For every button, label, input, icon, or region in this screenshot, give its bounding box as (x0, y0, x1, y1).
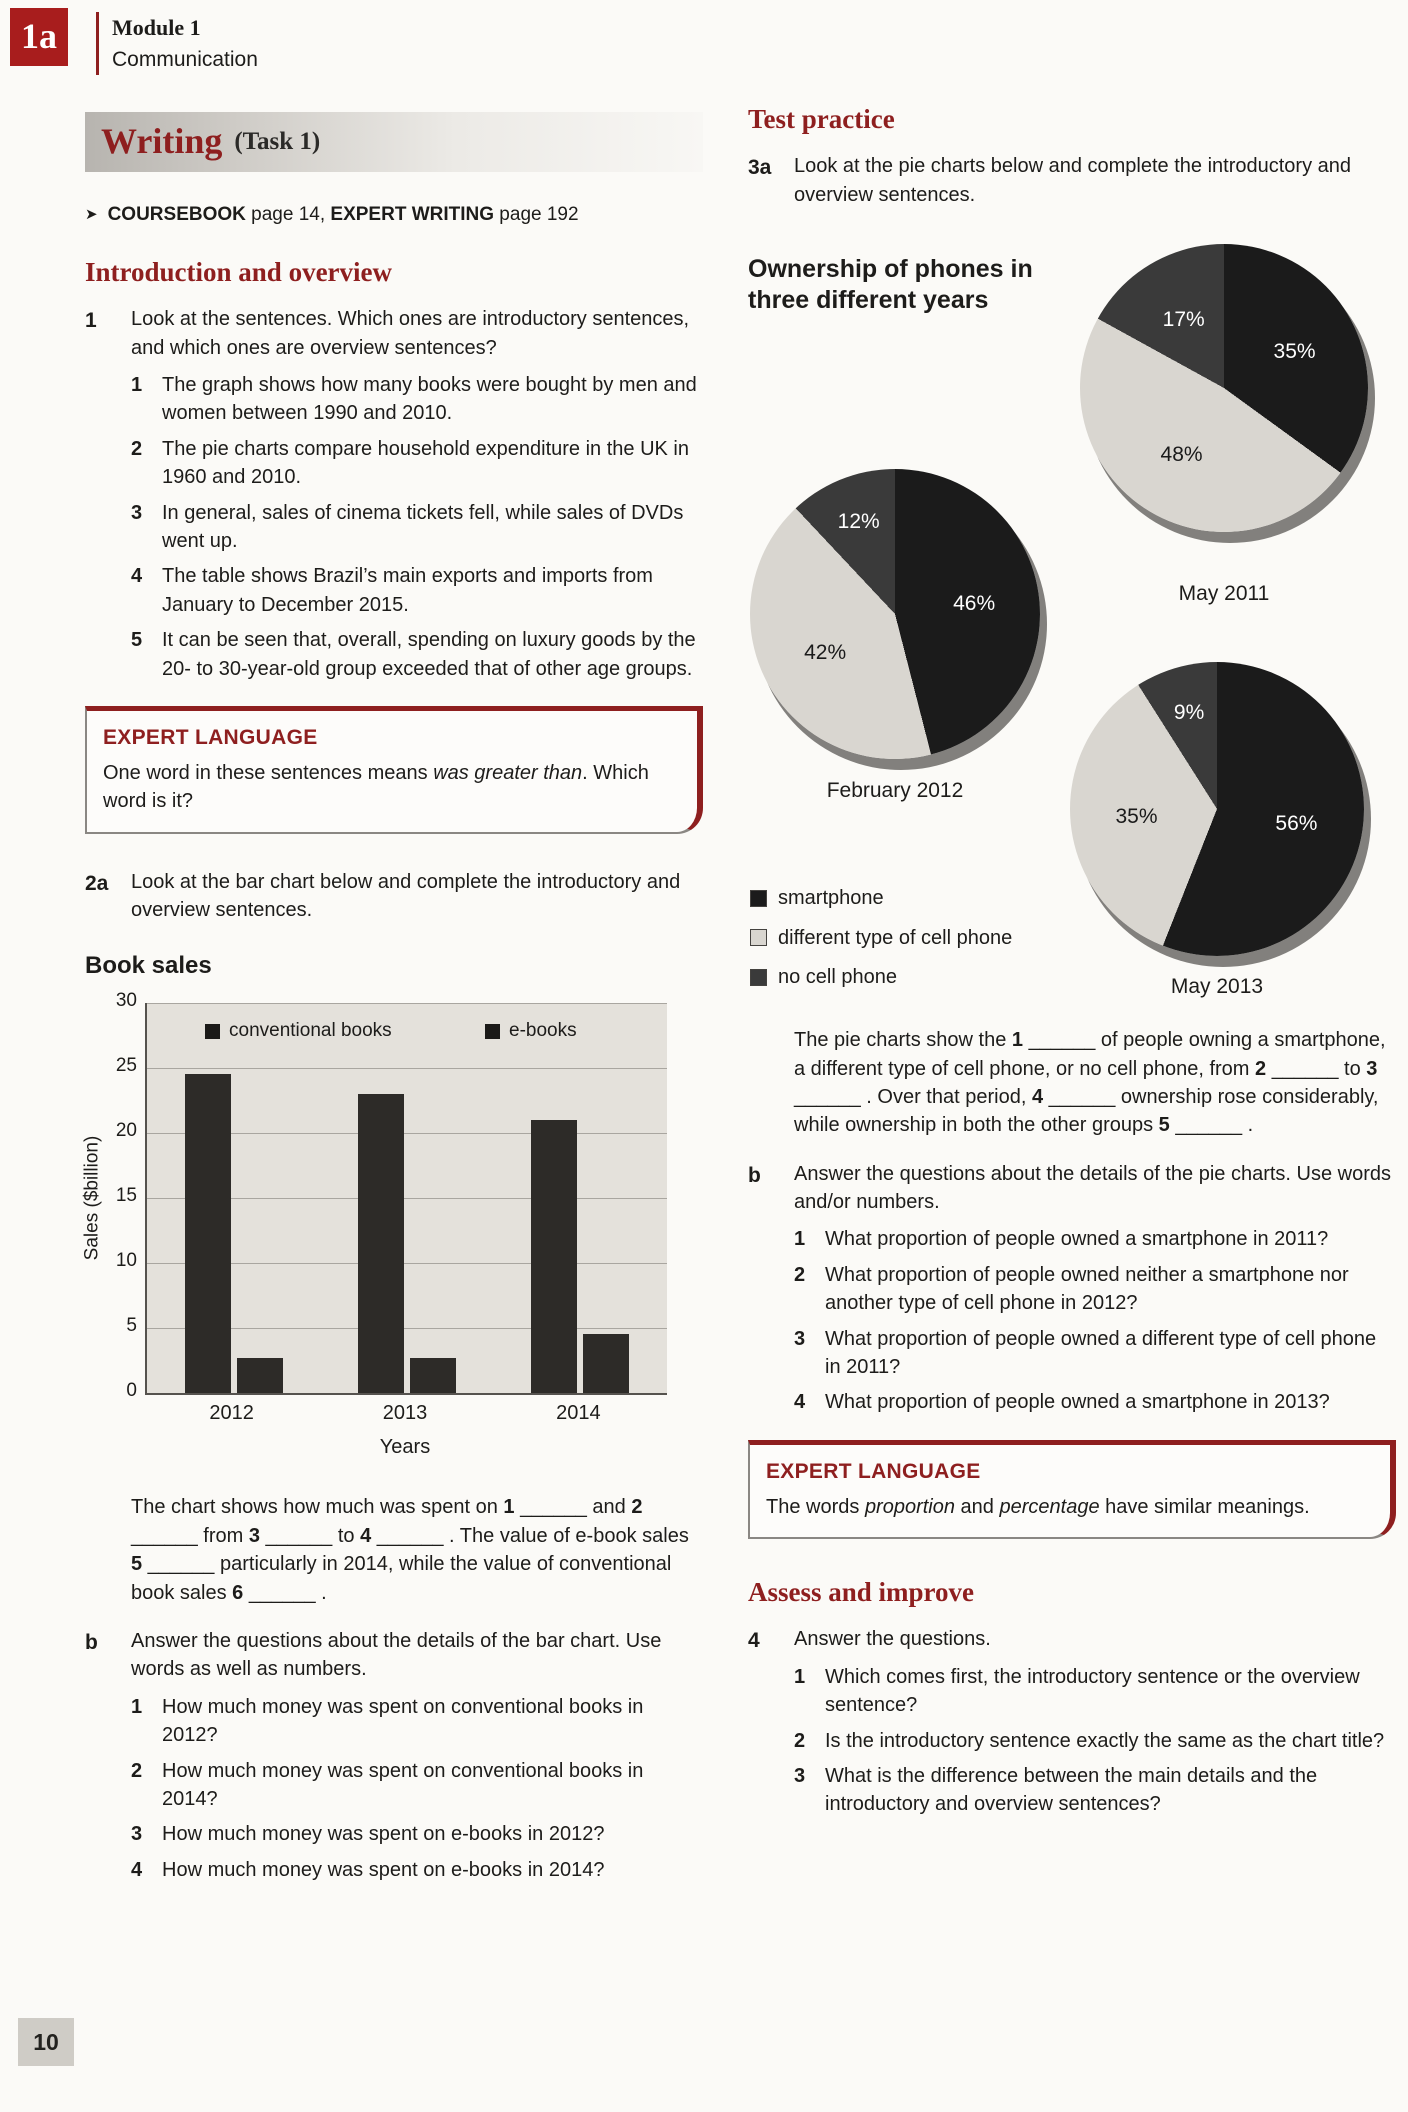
item-text: Which comes first, the introductory sentence or the overview sentence? (825, 1665, 1360, 1717)
pie-slice-label: 42% (804, 640, 847, 664)
expert-language-title: EXPERT LANGUAGE (103, 725, 318, 749)
pie-caption: May 2011 (1178, 582, 1270, 606)
item-number: 3 (131, 501, 143, 524)
y-tick-label: 10 (115, 1250, 137, 1272)
text-segment: 2 (631, 1496, 643, 1519)
legend-swatch (750, 969, 767, 986)
item-text: In general, sales of cinema tickets fell, while sales of DVDs went up. (162, 501, 684, 553)
pie-charts-title: Ownership of phones in three different years (748, 255, 1033, 315)
text-segment: The pie charts show the (794, 1029, 1012, 1052)
item-text: The pie charts compare household expenditure in the UK in 1960 and 2010. (162, 437, 689, 489)
legend-swatch (485, 1024, 500, 1039)
item-text: What is the difference between the main details and the introductory and overview sentences? (825, 1764, 1318, 1816)
text-segment: page 14, (245, 204, 331, 225)
x-axis-label: Years (379, 1436, 431, 1459)
pie-slice-label: 9% (1173, 701, 1205, 725)
legend-item (750, 884, 1012, 912)
text-segment: One word in these sentences means (103, 761, 434, 784)
exercise-stem: Look at the pie charts below and complete the introductory and overview sentences. (794, 155, 1352, 206)
list-item (131, 1820, 703, 1848)
text-segment: ______ ownership rose considerably, while ownership in both the other groups (794, 1085, 1379, 1137)
module-tab: 1a (10, 8, 68, 66)
y-tick-label: 30 (115, 990, 137, 1012)
text-segment: 3 (1366, 1057, 1378, 1080)
legend-item (750, 924, 1012, 952)
legend-label: different type of cell phone (778, 926, 1013, 949)
section-heading-assess-improve: Assess and improve (748, 1577, 975, 1607)
exercise-body (794, 1160, 1396, 1424)
text-segment: The words (766, 1495, 865, 1518)
text-segment: ______ particularly in 2014, while the value of conventional book sales (131, 1553, 672, 1604)
text-segment: ______ . Over that period, (794, 1085, 1032, 1108)
legend-label: conventional books (229, 1020, 392, 1042)
exercise-stem: Answer the questions about the details of the bar chart. Use words as well as numbers. (131, 1630, 662, 1681)
pie-slice-label: 56% (1275, 812, 1318, 836)
text-segment: and (955, 1495, 1000, 1518)
pie-slice-label: 35% (1115, 804, 1158, 828)
text-segment: EXPERT WRITING (330, 204, 495, 225)
expert-language-title: EXPERT LANGUAGE (766, 1459, 981, 1483)
text-segment: ______ of people owning a smartphone, a different type of cell phone, or no cell phone, from (794, 1029, 1386, 1080)
bar-group (358, 1094, 456, 1393)
exercise-number: 4 (748, 1629, 760, 1653)
item-text: The table shows Brazil’s main exports and imports from January to December 2015. (162, 565, 653, 616)
question-list (131, 1693, 703, 1884)
sentence-list (131, 371, 703, 683)
item-number: 5 (131, 629, 143, 652)
writing-title: Writing (101, 121, 223, 162)
list-item (794, 1727, 1396, 1755)
module-title: Module 1 (112, 15, 201, 40)
left-column (81, 112, 703, 1907)
pie-slice-label: 12% (837, 510, 880, 534)
text-segment: COURSEBOOK (107, 204, 246, 225)
legend-item (485, 1018, 577, 1045)
pie-chart-may-2013 (1070, 662, 1364, 956)
bar-chart (81, 990, 697, 1471)
exercise-stem: Look at the sentences. Which ones are introductory sentences, and which ones are overview sentences? (131, 308, 690, 359)
expert-language-box-2 (748, 1440, 1396, 1539)
text-segment: 4 (1031, 1085, 1044, 1108)
bar-group (185, 1074, 283, 1393)
y-tick-label: 20 (115, 1120, 137, 1142)
exercise-body (131, 868, 703, 934)
right-column (748, 100, 1396, 1842)
item-text: What proportion of people owned a different type of cell phone in 2011? (825, 1327, 1377, 1379)
coursebook-text (108, 202, 579, 229)
list-item (131, 371, 703, 428)
exercise-3b (748, 1160, 1396, 1424)
x-tick-label: 2014 (556, 1402, 601, 1425)
pie-slice-label: 35% (1273, 340, 1316, 364)
text-segment: 5 (1158, 1114, 1170, 1137)
list-item (794, 1225, 1396, 1253)
item-text: How much money was spent on conventional books in 2014? (162, 1759, 644, 1810)
text-segment: ______ to (1266, 1057, 1367, 1080)
text-segment: . Which word is it? (103, 761, 649, 813)
exercise-stem: Answer the questions. (794, 1628, 991, 1651)
arrow-icon: ➤ (85, 206, 98, 223)
legend-swatch (205, 1024, 220, 1039)
item-number: 2 (131, 1759, 143, 1782)
text-segment: ______ . The value of e-book sales (371, 1524, 689, 1547)
item-number: 1 (131, 374, 143, 397)
coursebook-reference (85, 202, 703, 229)
bar-e-books (237, 1358, 283, 1393)
bar-conventional-books (358, 1094, 404, 1393)
bar-e-books (583, 1334, 629, 1393)
module-header (96, 12, 258, 75)
pie-caption: February 2012 (826, 779, 964, 803)
gridline (147, 1003, 667, 1004)
list-item (794, 1762, 1396, 1819)
writing-subtitle: (Task 1) (234, 128, 321, 156)
pie-chart-may-2011 (1080, 244, 1368, 532)
legend-item (205, 1018, 392, 1045)
item-text: It can be seen that, overall, spending on luxury goods by the 20- to 30-year-old group exceeded that of other age groups. (162, 629, 696, 680)
x-axis-categories (145, 1399, 665, 1427)
pie-slice-label: 46% (953, 592, 996, 616)
bar-chart-title: Book sales (85, 952, 212, 980)
expert-language-text (766, 1493, 1370, 1521)
exercise-4 (748, 1625, 1396, 1825)
list-item (131, 626, 703, 683)
text-segment: have similar meanings. (1099, 1495, 1310, 1518)
item-number: 3 (794, 1764, 806, 1787)
item-number: 1 (794, 1665, 806, 1688)
pie-charts-region (748, 234, 1396, 1026)
text-segment: 1 (503, 1496, 515, 1519)
legend-label: smartphone (778, 887, 884, 910)
item-number: 4 (794, 1391, 806, 1414)
section-heading-introduction: Introduction and overview (85, 256, 393, 287)
text-segment: 3 (248, 1524, 260, 1547)
writing-header (85, 112, 703, 172)
bar-group (531, 1120, 629, 1393)
exercise-number: 3a (748, 156, 772, 180)
exercise-stem: Answer the questions about the details of the pie charts. Use words and/or numbers. (794, 1162, 1392, 1214)
legend-swatch (750, 929, 767, 946)
item-text: What proportion of people owned a smartphone in 2011? (825, 1228, 1329, 1251)
exercise-body (131, 305, 703, 690)
list-item (131, 1693, 703, 1750)
legend-item (750, 963, 1012, 991)
y-tick-label: 5 (126, 1315, 137, 1337)
exercise-number: 1 (85, 309, 97, 333)
list-item (131, 562, 703, 619)
item-number: 1 (794, 1228, 806, 1251)
text-segment: 4 (360, 1524, 372, 1547)
item-text: How much money was spent on conventional books in 2012? (162, 1695, 644, 1747)
pie-slice-label: 17% (1162, 308, 1205, 332)
text-segment: 1 (1011, 1029, 1024, 1052)
text-segment: 2 (1255, 1057, 1267, 1080)
text-segment: ______ to (259, 1524, 361, 1547)
list-item (794, 1261, 1396, 1318)
pie-caption: May 2013 (1170, 975, 1264, 999)
bar-conventional-books (531, 1120, 577, 1393)
item-number: 1 (131, 1695, 143, 1718)
gap-fill-paragraph (794, 1026, 1396, 1140)
question-list (794, 1663, 1396, 1819)
y-tick-label: 25 (115, 1055, 137, 1077)
bar-e-books (410, 1358, 456, 1393)
text-segment: ______ . (243, 1581, 327, 1604)
exercise-number: 2a (85, 871, 109, 895)
list-item (131, 499, 703, 556)
text-segment: 5 (131, 1553, 143, 1576)
exercise-stem: Look at the bar chart below and complete the introductory and overview sentences. (131, 870, 681, 921)
list-item (131, 1856, 703, 1884)
text-segment: page 192 (494, 204, 579, 225)
x-tick-label: 2012 (209, 1402, 254, 1425)
exercise-number: b (85, 1631, 98, 1654)
text-segment: ______ . (1169, 1114, 1254, 1137)
item-text: What proportion of people owned a smartphone in 2013? (825, 1391, 1330, 1414)
page-number: 10 (18, 2018, 74, 2066)
module-subtitle: Communication (112, 48, 258, 72)
exercise-number: b (748, 1163, 761, 1187)
exercise-2b (85, 1627, 703, 1891)
section-heading-test-practice: Test practice (748, 104, 895, 134)
list-item (794, 1388, 1396, 1416)
text-segment: The chart shows how much was spent on (131, 1496, 504, 1519)
text-segment: 6 (232, 1581, 244, 1604)
item-number: 3 (131, 1823, 143, 1846)
exercise-body (794, 152, 1396, 218)
legend-swatch (750, 890, 767, 907)
y-axis-label: Sales ($billion) (81, 1136, 103, 1261)
legend-label: no cell phone (778, 965, 897, 988)
exercise-2a (85, 868, 703, 934)
list-item (131, 435, 703, 492)
expert-language-box-1 (85, 706, 703, 834)
exercise-body (131, 1627, 703, 1891)
y-tick-label: 0 (126, 1380, 137, 1402)
exercise-3a (748, 152, 1396, 218)
pie-legend (750, 884, 1012, 1002)
gap-fill-paragraph (131, 1493, 703, 1607)
item-number: 4 (131, 1858, 143, 1881)
plot-area (115, 990, 667, 1402)
item-number: 2 (131, 437, 143, 460)
legend-label: e-books (509, 1020, 577, 1042)
text-segment: percentage (999, 1495, 1100, 1518)
list-item (794, 1325, 1396, 1382)
item-number: 2 (794, 1729, 806, 1752)
text-segment: ______ and (514, 1496, 632, 1519)
item-number: 3 (794, 1327, 806, 1350)
item-text: How much money was spent on e-books in 2014? (162, 1858, 605, 1881)
expert-language-text (103, 759, 677, 816)
item-number: 4 (131, 565, 143, 588)
item-text: What proportion of people owned neither a smartphone nor another type of cell phone in 2012? (825, 1263, 1349, 1315)
text-segment: was greater than (433, 761, 583, 784)
exercise-1 (85, 305, 703, 690)
pie-chart-february-2012 (750, 469, 1040, 759)
exercise-body (794, 1625, 1396, 1825)
list-item (794, 1663, 1396, 1720)
text-segment: proportion (864, 1495, 955, 1518)
x-tick-label: 2013 (382, 1402, 428, 1425)
pie-slice-label: 48% (1160, 443, 1203, 467)
gridline (147, 1068, 667, 1069)
item-text: How much money was spent on e-books in 2012? (162, 1823, 605, 1846)
text-segment: ______ from (131, 1524, 249, 1547)
bar-conventional-books (185, 1074, 231, 1393)
item-text: Is the introductory sentence exactly the same as the chart title? (825, 1729, 1385, 1752)
question-list (794, 1225, 1396, 1416)
item-number: 2 (794, 1263, 806, 1286)
list-item (131, 1757, 703, 1814)
y-tick-label: 15 (115, 1185, 137, 1207)
item-text: The graph shows how many books were bought by men and women between 1990 and 2010. (162, 374, 697, 425)
